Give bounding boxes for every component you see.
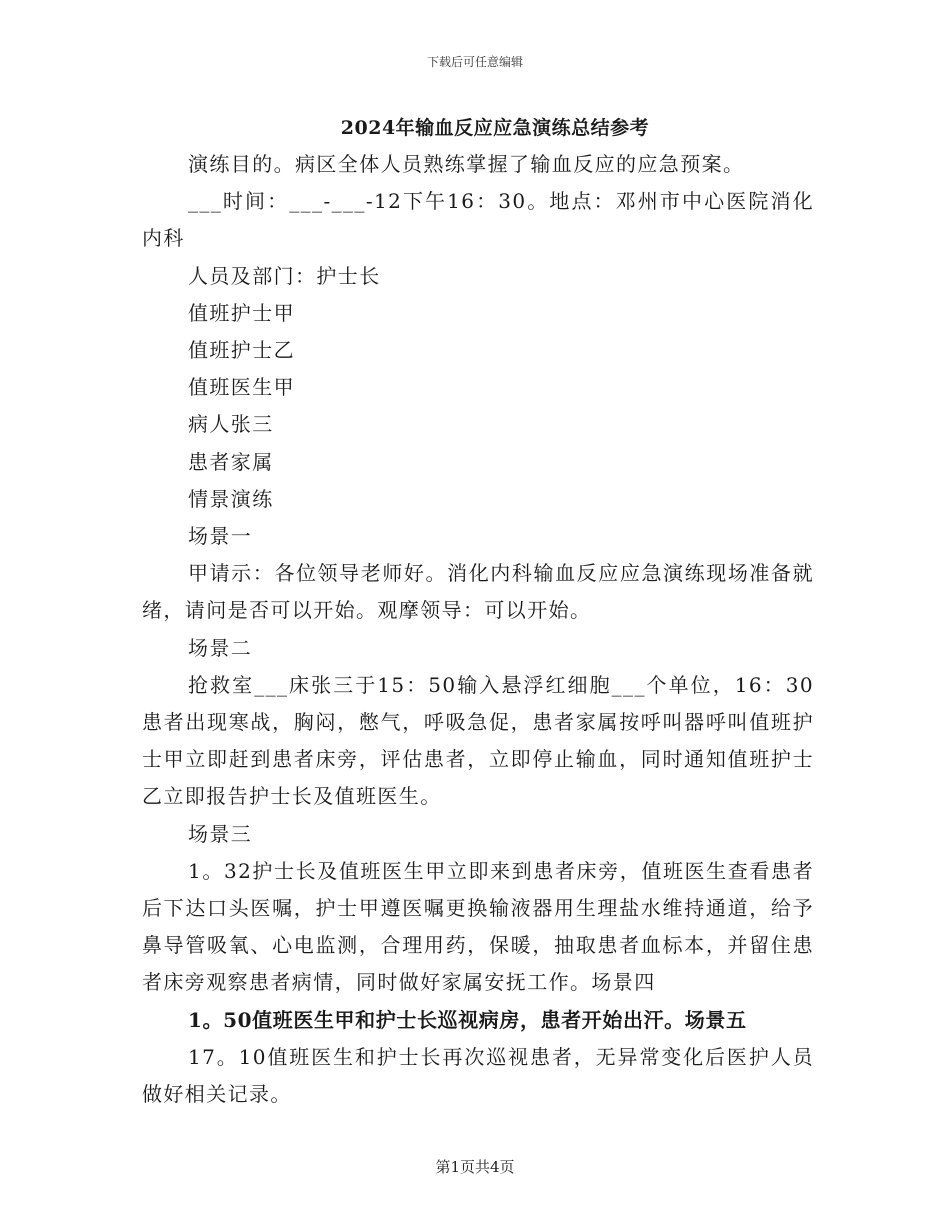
paragraph-patient: 病人张三 xyxy=(188,412,274,437)
paragraph-scene-2: 场景二 xyxy=(188,635,253,660)
document-body xyxy=(142,146,814,1113)
paragraph-drill: 情景演练 xyxy=(188,486,274,511)
paragraph-scene-3-body: 1。32护士长及值班医生甲立即来到患者床旁，值班医生查看患者后下达口头医嘱，护士甲遵医嘱更换输液器用生理盐水维持通道，给予鼻导管吸氧、心电监测，合理用药，保暖，抽取患者血标本，并留住患者床旁观察患者病情，同时做好家属安抚工作。场景四 xyxy=(142,858,814,995)
download-note: 下载后可任意编辑 xyxy=(426,55,523,69)
paragraph-scene-3: 场景三 xyxy=(188,821,253,846)
paragraph-nurse-b: 值班护士乙 xyxy=(188,338,295,363)
paragraph-family: 患者家属 xyxy=(188,449,274,474)
paragraph-scene-1-body: 甲请示：各位领导老师好。消化内科输血反应应急演练现场准备就绪，请问是否可以开始。观摩领导：可以开始。 xyxy=(142,561,814,623)
paragraph-scene-1: 场景一 xyxy=(188,524,253,549)
paragraph-purpose: 演练目的。病区全体人员熟练掌握了输血反应的应急预案。 xyxy=(188,152,745,176)
paragraph-scene-4-body: 1。50值班医生甲和护士长巡视病房，患者开始出汗。场景五 xyxy=(188,1007,747,1032)
page-number: 第1页共4页 xyxy=(435,1158,515,1176)
paragraph-scene-2-body: 抢救室___床张三于15：50输入悬浮红细胞___个单位，16：30患者出现寒战，胸闷，憋气，呼吸急促，患者家属按呼叫器呼叫值班护士甲立即赶到患者床旁，评估患者，立即停止输血，同时通知值班护士乙立即报告护士长及值班医生。 xyxy=(142,672,814,809)
paragraph-nurse-a: 值班护士甲 xyxy=(188,300,295,325)
paragraph-doctor-a: 值班医生甲 xyxy=(188,375,295,400)
paragraph-time-place: ___时间：___-___-12下午16：30。地点：邓州市中心医院消化内科 xyxy=(142,189,814,251)
paragraph-scene-5-body: 17。10值班医生和护士长再次巡视患者，无异常变化后医护人员做好相关记录。 xyxy=(142,1044,814,1107)
paragraph-personnel: 人员及部门：护士长 xyxy=(188,263,381,288)
document-title: 2024年输血反应应急演练总结参考 xyxy=(340,117,650,139)
